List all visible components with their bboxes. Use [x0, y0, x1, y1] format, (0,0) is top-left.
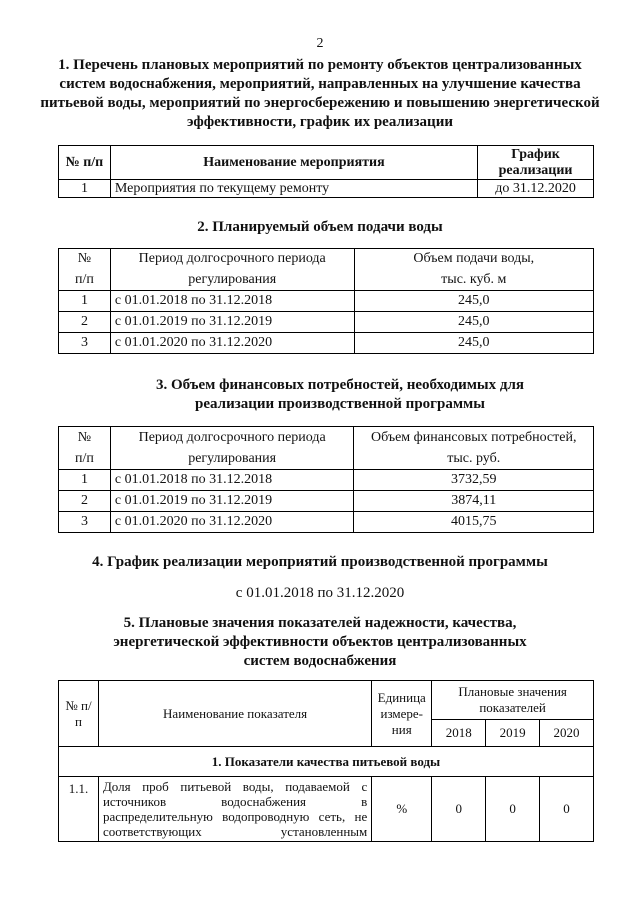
cell-num: 3	[59, 333, 111, 354]
table-row	[59, 180, 594, 198]
cell-period: с 01.01.2019 по 31.12.2019	[110, 312, 354, 333]
table-header-row	[59, 449, 594, 470]
header-num: № п/п	[59, 681, 99, 747]
header-num-2: п/п	[59, 449, 111, 470]
section2-table	[58, 248, 594, 354]
header-period-1: Период долгосрочного периода	[110, 427, 354, 449]
cell-value: 245,0	[354, 312, 594, 333]
cell-period: с 01.01.2018 по 31.12.2018	[110, 470, 354, 491]
cell-period: с 01.01.2020 по 31.12.2020	[110, 333, 354, 354]
cell-num: 2	[59, 491, 111, 512]
section1-table	[58, 145, 594, 198]
table-row	[59, 291, 594, 312]
header-unit: Единица измере-ния	[372, 681, 432, 747]
cell-value: 3732,59	[354, 470, 594, 491]
section3-table	[58, 426, 594, 533]
table-row	[59, 470, 594, 491]
cell-name: Доля проб питьевой воды, подаваемой с источников водоснабжения в распределительную водопроводную сеть, не соответствующих установленным	[98, 777, 371, 842]
table-row	[59, 512, 594, 533]
group-title: 1. Показатели качества питьевой воды	[59, 747, 594, 777]
cell-period: с 01.01.2018 по 31.12.2018	[110, 291, 354, 312]
section4-subtitle: с 01.01.2018 по 31.12.2020	[235, 585, 405, 601]
header-value-2: тыс. куб. м	[354, 270, 594, 291]
header-value-1: Объем финансовых потребностей,	[354, 427, 594, 449]
cell-period: с 01.01.2020 по 31.12.2020	[110, 512, 354, 533]
section4-title: 4. График реализации мероприятий производственной программы	[92, 554, 548, 570]
header-year-2019: 2019	[486, 720, 540, 747]
table-header-row	[59, 249, 594, 270]
header-period-2: регулирования	[110, 270, 354, 291]
section1-title: 1. Перечень плановых мероприятий по ремонту объектов централизованных систем водоснабжения, мероприятий, направленных на улучшение качества питьевой воды, мероприятий по энергосбережению и повышению энергетической эффективности, график их реализации	[40, 57, 600, 130]
cell-num: 1	[59, 470, 111, 491]
table-header-row	[59, 681, 594, 720]
section2-title: 2. Планируемый объем подачи воды	[197, 219, 443, 235]
page-number: 2	[316, 36, 324, 51]
cell-period: с 01.01.2019 по 31.12.2019	[110, 491, 354, 512]
section5-title: 5. Плановые значения показателей надежности, качества, энергетической эффективности объектов централизованных систем водоснабжения	[113, 615, 527, 669]
header-num-1: №	[59, 249, 111, 270]
header-name: Наименование показателя	[98, 681, 371, 747]
header-name: Наименование мероприятия	[110, 146, 477, 180]
table-row	[59, 491, 594, 512]
header-planned: Плановые значения показателей	[432, 681, 594, 720]
cell-2018: 0	[432, 777, 486, 842]
table-row	[59, 312, 594, 333]
table-group-row	[59, 747, 594, 777]
table-header-row	[59, 146, 594, 180]
table-row	[59, 777, 594, 842]
cell-value: 4015,75	[354, 512, 594, 533]
cell-schedule: до 31.12.2020	[478, 180, 594, 198]
header-value-1: Объем подачи воды,	[354, 249, 594, 270]
cell-num: 1.1.	[59, 777, 99, 842]
header-schedule: График реализации	[478, 146, 594, 180]
header-year-2020: 2020	[540, 720, 594, 747]
cell-num: 2	[59, 312, 111, 333]
header-value-2: тыс. руб.	[354, 449, 594, 470]
cell-num: 3	[59, 512, 111, 533]
cell-num: 1	[59, 180, 111, 198]
header-period-1: Период долгосрочного периода	[110, 249, 354, 270]
header-num: № п/п	[59, 146, 111, 180]
header-period-2: регулирования	[110, 449, 354, 470]
cell-value: 245,0	[354, 291, 594, 312]
section3-title: 3. Объем финансовых потребностей, необходимых для реализации производственной программы	[155, 377, 525, 412]
table-row	[59, 333, 594, 354]
table-header-row	[59, 270, 594, 291]
header-year-2018: 2018	[432, 720, 486, 747]
cell-value: 245,0	[354, 333, 594, 354]
table-header-row	[59, 427, 594, 449]
header-num-2: п/п	[59, 270, 111, 291]
cell-2019: 0	[486, 777, 540, 842]
cell-name: Мероприятия по текущему ремонту	[110, 180, 477, 198]
header-num-1: №	[59, 427, 111, 449]
cell-value: 3874,11	[354, 491, 594, 512]
cell-num: 1	[59, 291, 111, 312]
section5-table	[58, 680, 594, 842]
cell-unit: %	[372, 777, 432, 842]
cell-2020: 0	[540, 777, 594, 842]
